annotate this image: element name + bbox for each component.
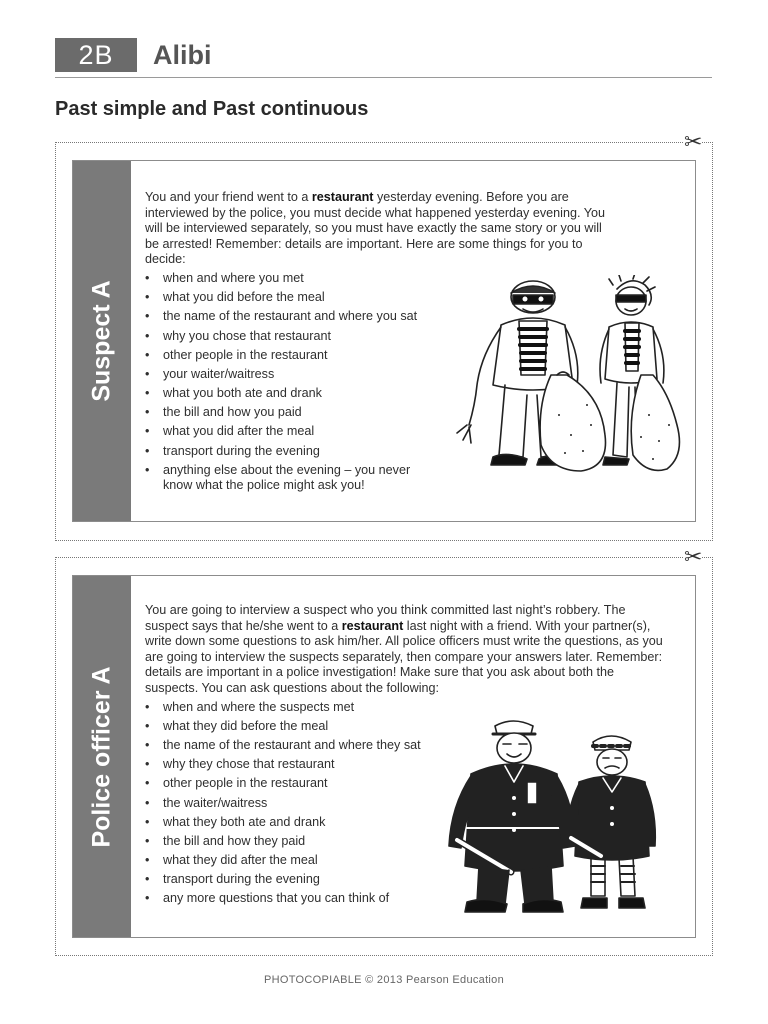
police-card [72,575,696,938]
list-item: • other people in the restaurant [145,776,445,792]
header-divider [55,77,712,78]
suspect-item-list [145,271,435,494]
unit-badge: 2B [55,38,137,72]
list-item: • other people in the restaurant [145,348,435,364]
list-item: • the bill and how they paid [145,834,445,850]
list-item: • what they both ate and drank [145,815,445,831]
list-item: • when and where the suspects met [145,700,445,716]
scissors-icon: ✂ [684,129,703,154]
list-item: • any more questions that you can think of [145,891,445,907]
section-title: Past simple and Past continuous [55,98,369,120]
suspect-intro-start: You and your friend went to a [145,190,312,204]
list-item: • the bill and how you paid [145,405,435,421]
suspect-card-label: Suspect A [87,280,116,402]
suspect-card-sidebar [73,161,131,521]
police-card-sidebar [73,576,131,937]
list-item: • why you chose that restaurant [145,329,435,345]
police-item-list [145,700,445,907]
unit-title: Alibi [153,40,212,70]
police-officers-illustration [441,716,673,918]
list-item: • transport during the evening [145,872,445,888]
police-intro-end: last night with a friend. With your partner(s), write down some questions to ask him/her. All police officers must write the questions, as you are going to interview the suspects separately, then compare your answers later. Remember: details are important in a police investigation! Make sure that you ask about both the suspects. You can ask questions about the following: [145,618,663,695]
list-item: • what they did after the meal [145,853,445,869]
suspect-intro-end: yesterday evening. Before you are interviewed by the police, you must decide what happened yesterday evening. You will be interviewed separately, so you must have exactly the same story or you will be arrested! Remember: details are important. Here are some things for you to decide: [145,190,605,267]
footer-copyright: PHOTOCOPIABLE © 2013 Pearson Education [263,974,505,986]
list-item: • what you did before the meal [145,290,435,306]
list-item: • the name of the restaurant and where you sat [145,309,435,325]
robber-couple-illustration [441,275,681,480]
list-item: • the waiter/waitress [145,796,445,812]
suspect-intro-bold: restaurant [311,190,374,204]
suspect-card [72,160,696,522]
list-item: • the name of the restaurant and where they sat [145,738,445,754]
list-item: • your waiter/waitress [145,367,435,383]
police-card-label: Police officer A [87,665,116,848]
list-item: • when and where you met [145,271,435,287]
list-item: • anything else about the evening – you never know what the police might ask you! [145,463,428,494]
list-item: • why they chose that restaurant [145,757,445,773]
scissors-icon: ✂ [684,544,703,569]
list-item: • what you both ate and drank [145,386,435,402]
suspect-card-text [145,190,605,498]
police-intro-start: You are going to interview a suspect who you think committed last night’s robbery. The suspect says that he/she went to a [145,603,626,633]
list-item: • transport during the evening [145,444,435,460]
suspect-intro [145,190,615,268]
police-intro [145,603,670,697]
list-item: • what they did before the meal [145,719,445,735]
police-intro-bold: restaurant [341,618,404,633]
list-item: • what you did after the meal [145,424,435,440]
